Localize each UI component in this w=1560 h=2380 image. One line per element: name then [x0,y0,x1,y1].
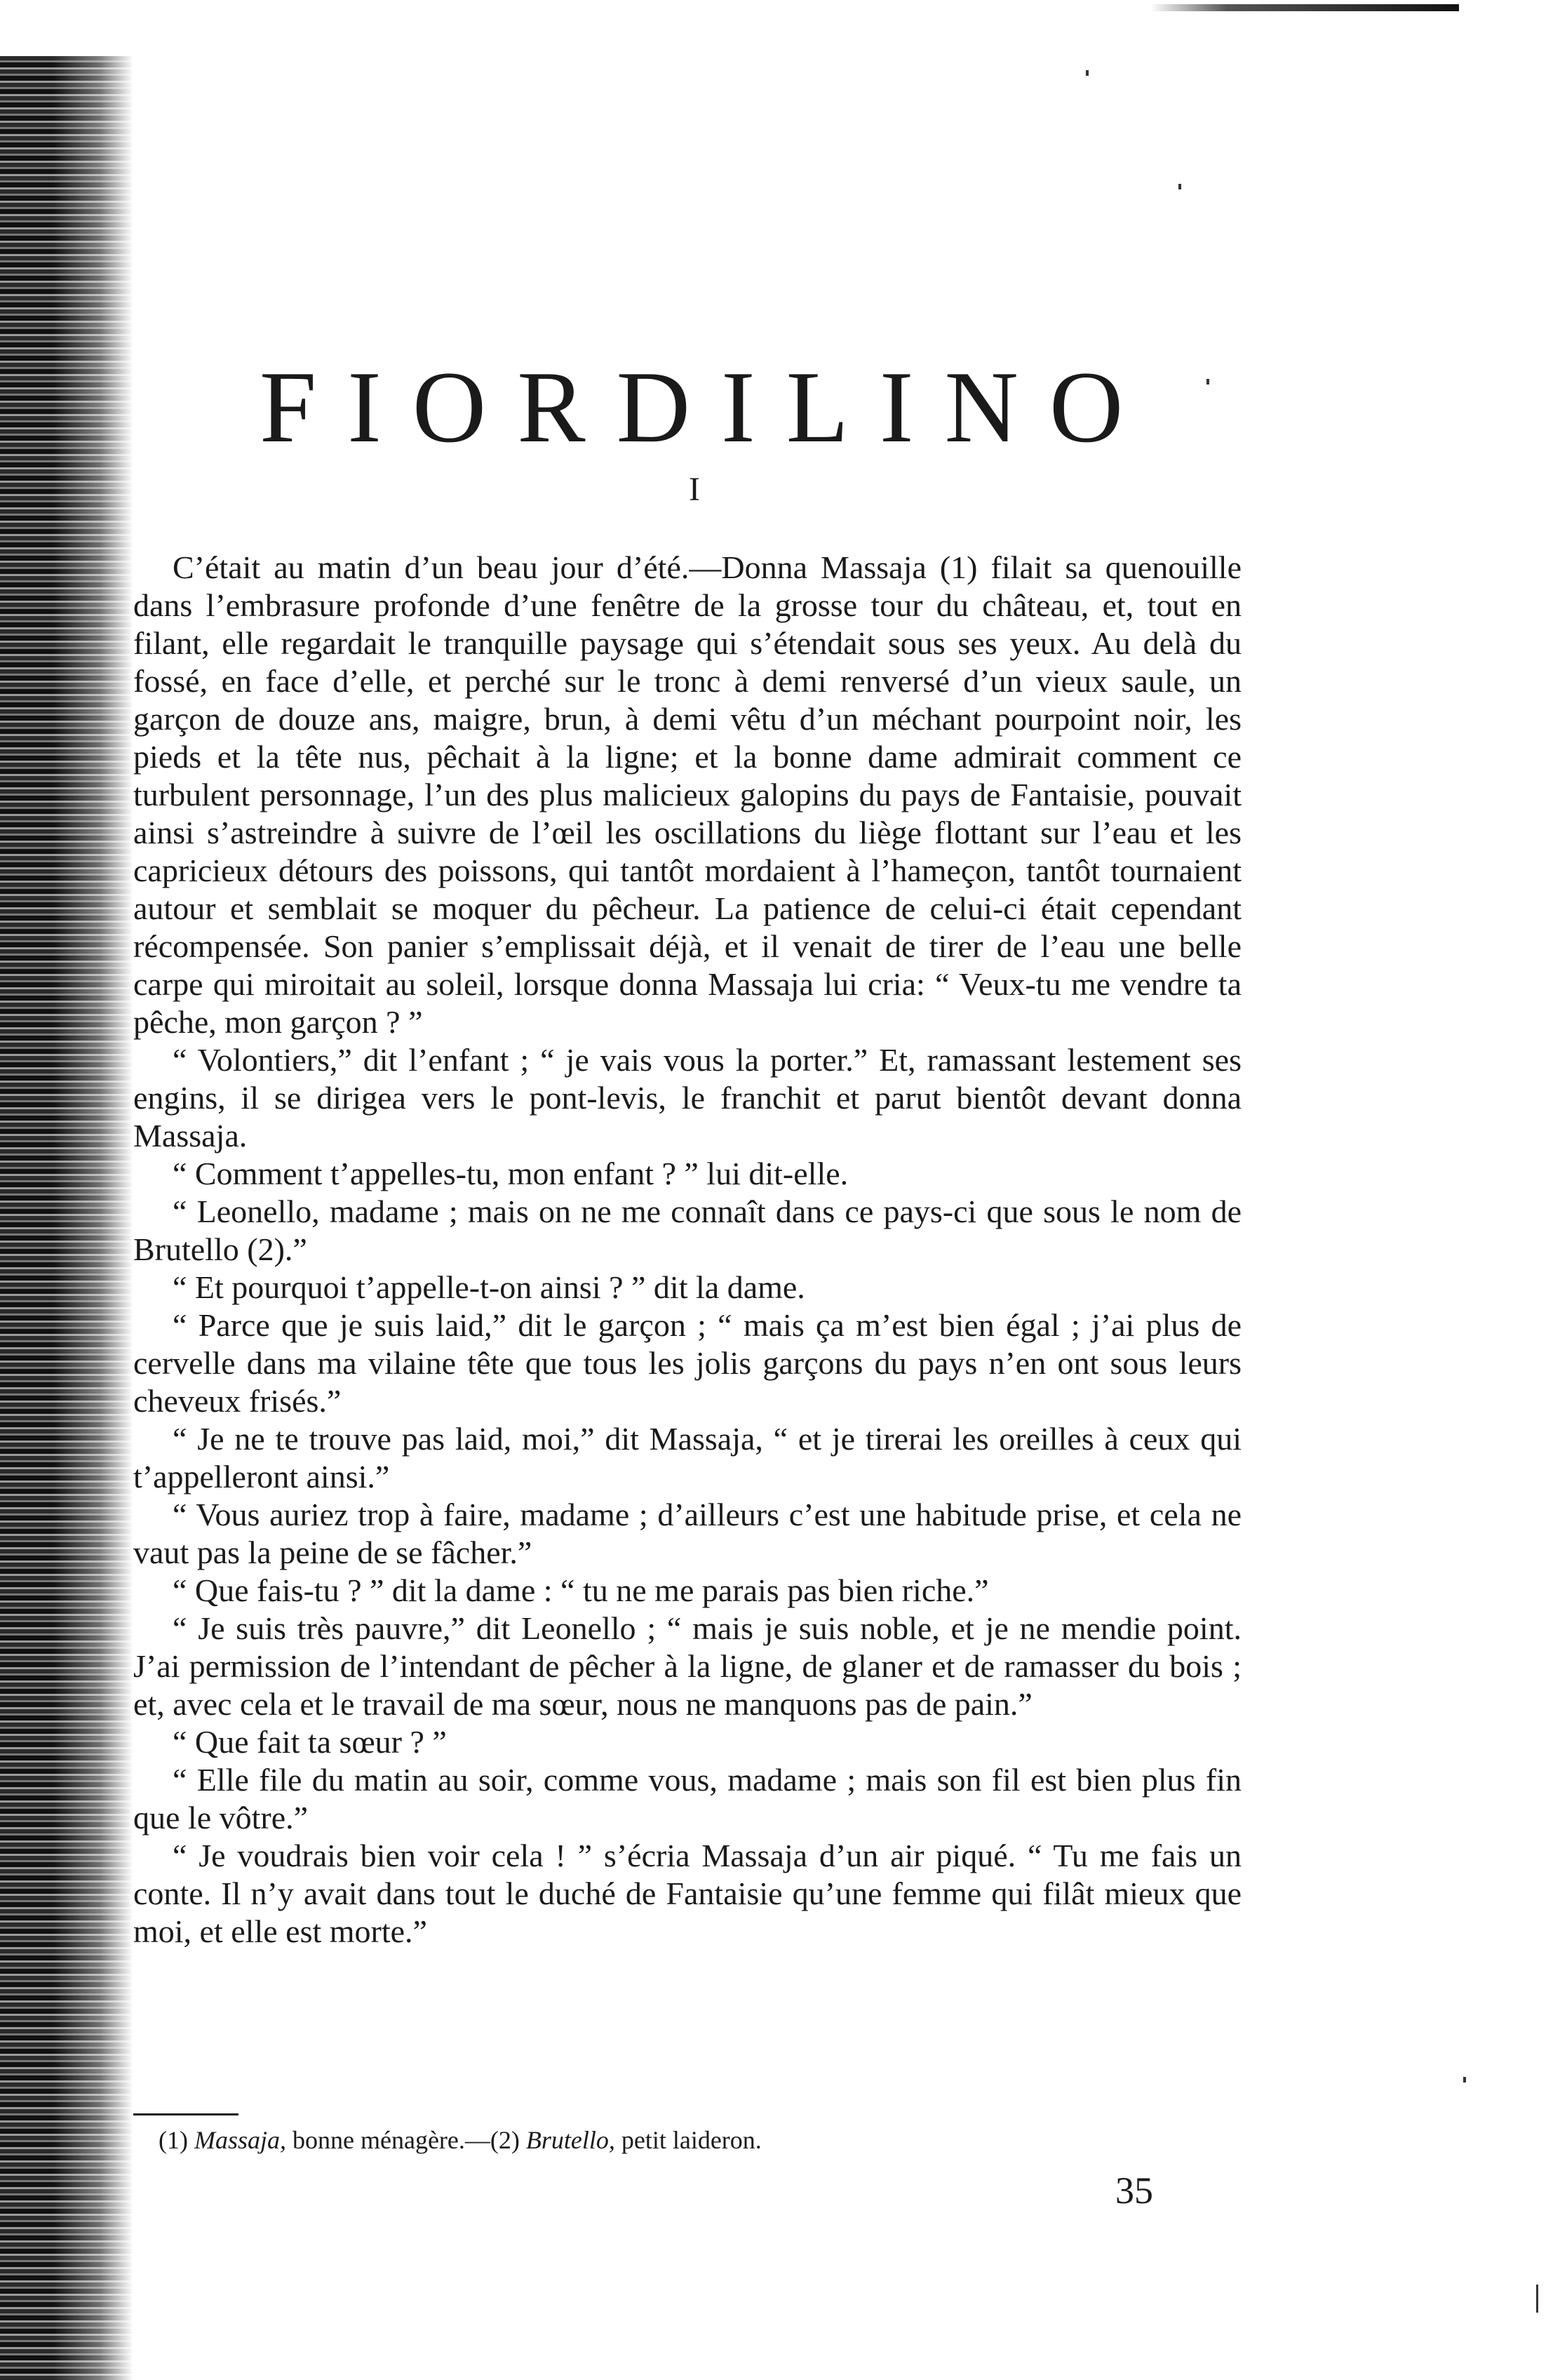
paragraph: “ Volontiers,” dit l’enfant ; “ je vais vous la porter.” Et, ramassant lestement ses engins, il se dirigea vers le pont-levis, le franchit et parut bientôt devant donna Massaja. [133,1042,1242,1154]
paragraph: C’était au matin d’un beau jour d’été.—Donna Massaja (1) filait sa quenouille dans l’embrasure profonde d’une fenêtre de la grosse tour du château, et, tout en filant, elle regardait le tranquille paysage qui s’étendait sous ses yeux. Au delà du fossé, en face d’elle, et perché sur le tronc à demi renversé d’un vieux saule, un garçon de douze ans, maigre, brun, à demi vêtu d’un méchant pourpoint noir, les pieds et la tête nus, pêchait à la ligne; et la bonne dame admirait comment ce turbulent personnage, l’un des plus malicieux galopins du pays de Fantaisie, pouvait ainsi s’astreindre à suivre de l’œil les oscillations du liège flottant sur l’eau et les capricieux détours des poissons, qui tantôt mordaient à l’hameçon, tantôt tournaient autour et semblait se moquer du pêcheur. La patience de celui-ci était cependant récompensée. Son panier s’emplissait déjà, et il venait de tirer de l’eau une belle carpe qui miroitait au soleil, lorsque donna Massaja lui cria: “ Veux-tu me vendre ta pêche, mon garçon ? ” [133,549,1242,1040]
scan-speck [1463,2077,1466,2082]
page-title: FIORDILINO [260,350,1155,464]
footnote-term: Massaja, [194,2126,286,2154]
paragraph: “ Que fais-tu ? ” dit la dame : “ tu ne me parais pas bien riche.” [173,1572,989,1608]
paragraph: “ Et pourquoi t’appelle-t-on ainsi ? ” dit la dame. [173,1269,805,1305]
paragraph: “ Elle file du matin au soir, comme vous, madame ; mais son fil est bien plus fin que le vôtre.” [133,1762,1242,1836]
body-text [133,549,1242,1951]
footnote-divider [133,2113,238,2115]
footnote-marker: (1) [159,2126,188,2154]
paragraph: “ Je ne te trouve pas laid, moi,” dit Massaja, “ et je tirerai les oreilles à ceux qui t’appelleront ainsi.” [133,1421,1242,1495]
paragraph: “ Parce que je suis laid,” dit le garçon ; “ mais ça m’est bien égal ; j’ai plus de cervelle dans ma vilaine tête que tous les jolis garçons du pays n’en ont sous leurs cheveux frisés.” [133,1307,1242,1419]
paragraph: “ Je suis très pauvre,” dit Leonello ; “ mais je suis noble, et je ne mendie point. J’ai permission de l’intendant de pêcher à la ligne, de glaner et de ramasser du bois ; et, avec cela et le travail de ma sœur, nous ne manquons pas de pain.” [133,1610,1242,1722]
footnote-term: Brutello, [525,2126,615,2154]
paragraph: “ Comment t’appelles-tu, mon enfant ? ” lui dit-elle. [173,1156,849,1191]
footnote-definition: petit laideron. [621,2126,762,2154]
scan-speck [1536,2285,1538,2313]
paragraph: “ Leonello, madame ; mais on ne me connaît dans ce pays-ci que sous le nom de Brutello (2).” [133,1194,1242,1267]
footnote-definition: bonne ménagère.— [292,2126,490,2154]
footnotes [159,2125,1070,2155]
paragraph: “ Vous auriez trop à faire, madame ; d’ailleurs c’est une habitude prise, et cela ne vaut pas la peine de se fâcher.” [133,1497,1242,1570]
footnote-marker: (2) [490,2126,520,2154]
paragraph: “ Que fait ta sœur ? ” [173,1724,447,1760]
paragraph: “ Je voudrais bien voir cela ! ” s’écria Massaja d’un air piqué. “ Tu me fais un conte. Il n’y avait dans tout le duché de Fantaisie qu’une femme qui filât mieux que moi, et elle est morte.” [133,1838,1242,1949]
book-page [133,0,1256,2380]
book-binding-edge [0,56,133,2380]
chapter-number: I [689,471,700,508]
page-number: 35 [1115,2170,1153,2212]
